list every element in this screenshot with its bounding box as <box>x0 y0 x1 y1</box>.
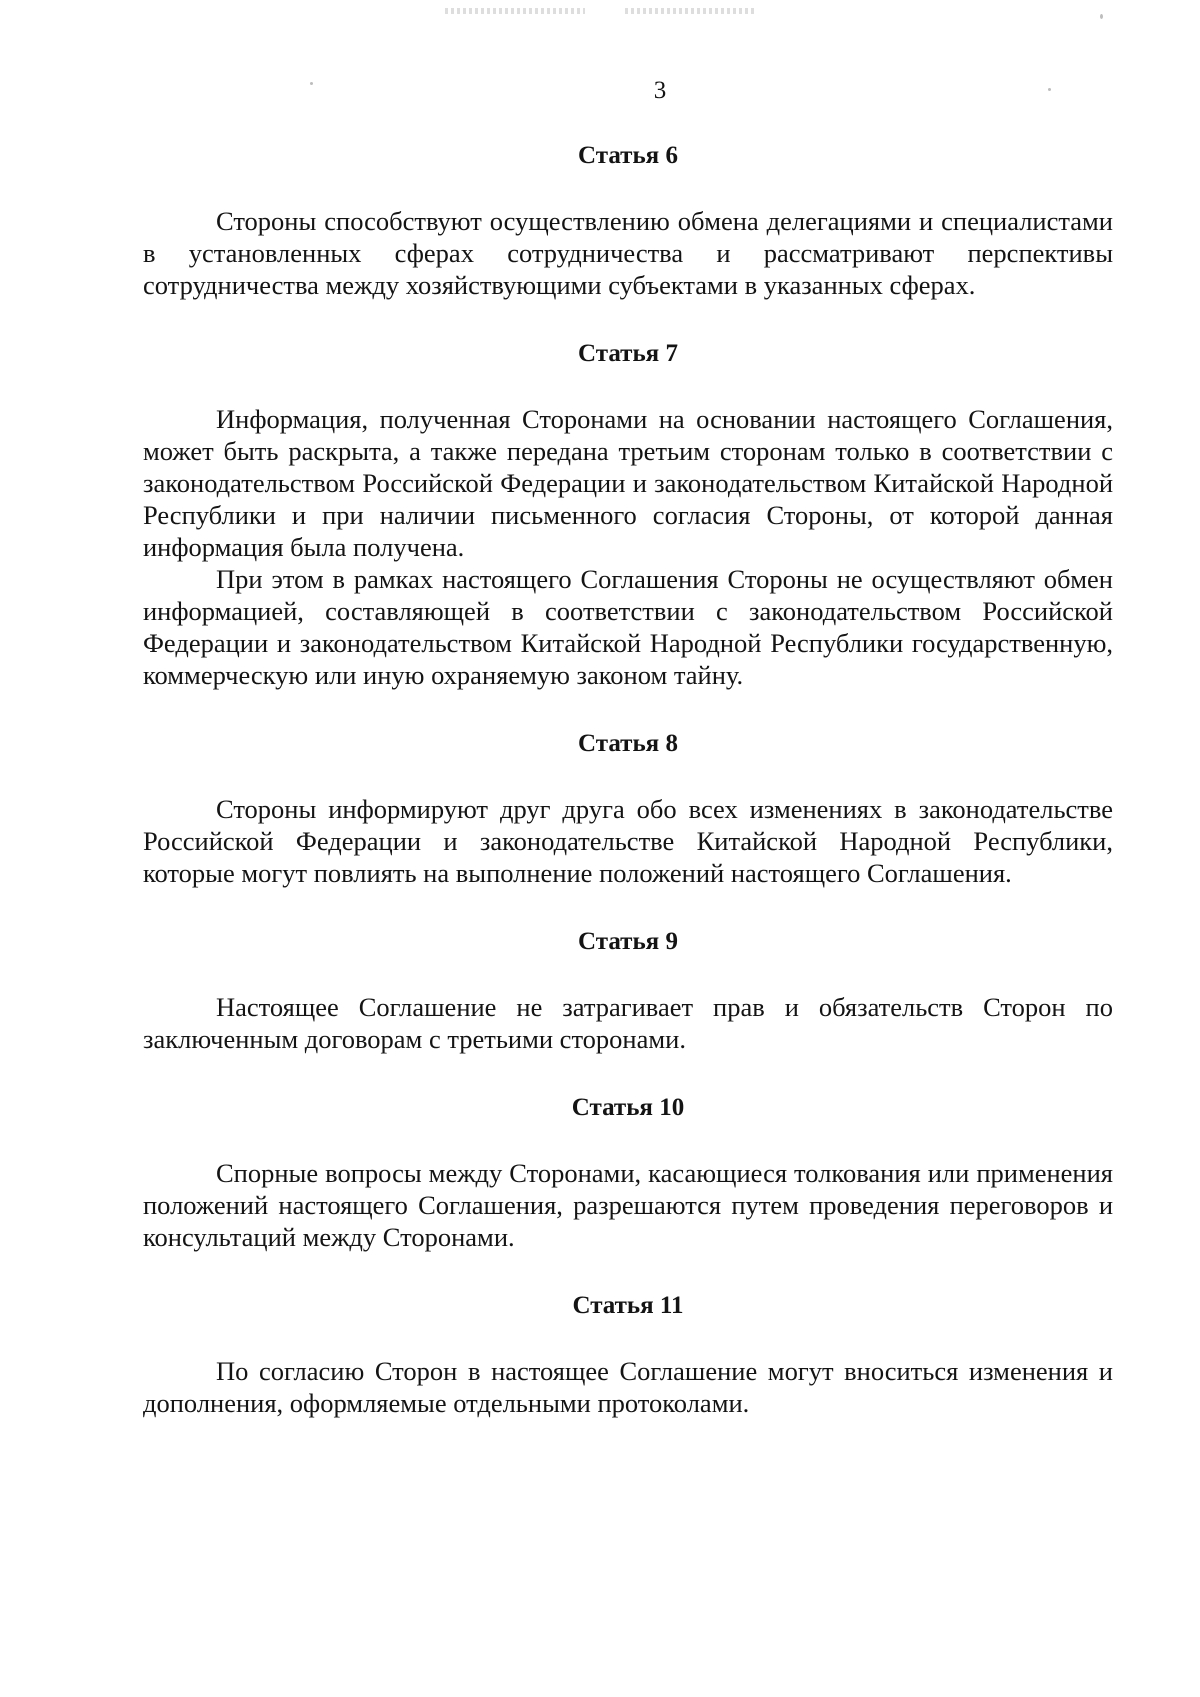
article-heading: Статья 9 <box>578 928 678 955</box>
page-number: 3 <box>653 77 667 104</box>
article-paragraph: При этом в рамках настоящего Соглашения Стороны не осуществляют обмен информацией, составляющей в соответствии с законодательством Российской Федерации и законодательством Китайской Народной Республики государственную, коммерческую или иную охраняемую законом тайну. <box>143 564 1113 690</box>
article-paragraph: Стороны способствуют осуществлению обмена делегациями и специалистами в установленных сферах сотрудничества и рассматривают перспективы сотрудничества между хозяйствующими субъектами в указанных сферах. <box>143 206 1113 300</box>
scan-artifact <box>310 82 313 85</box>
article-paragraph: Настоящее Соглашение не затрагивает прав и обязательств Сторон по заключенным договорам с третьими сторонами. <box>143 992 1113 1054</box>
article-heading: Статья 10 <box>571 1094 685 1121</box>
article-heading: Статья 6 <box>578 142 678 169</box>
document-body <box>143 140 1113 1419</box>
article-8 <box>143 728 1113 889</box>
article-paragraph: По согласию Сторон в настоящее Соглашение могут вноситься изменения и дополнения, оформляемые отдельными протоколами. <box>143 1356 1113 1418</box>
scan-artifact <box>625 8 755 14</box>
article-paragraph: Спорные вопросы между Сторонами, касающиеся толкования или применения положений настоящего Соглашения, разрешаются путем проведения переговоров и консультаций между Сторонами. <box>143 1158 1113 1252</box>
article-11 <box>143 1290 1113 1419</box>
article-heading: Статья 8 <box>578 730 678 757</box>
article-heading: Статья 11 <box>572 1292 684 1319</box>
scan-artifact <box>1100 14 1103 19</box>
scan-artifact <box>1048 88 1051 91</box>
article-paragraph: Стороны информируют друг друга обо всех изменениях в законодательстве Российской Федерации и законодательстве Китайской Народной Республики, которые могут повлиять на выполнение положений настоящего Соглашения. <box>143 794 1113 888</box>
article-10 <box>143 1092 1113 1253</box>
article-heading: Статья 7 <box>578 340 678 367</box>
scan-artifact <box>445 8 585 14</box>
article-9 <box>143 926 1113 1055</box>
article-6 <box>143 140 1113 301</box>
article-7 <box>143 338 1113 691</box>
article-paragraph: Информация, полученная Сторонами на основании настоящего Соглашения, может быть раскрыта, а также передана третьим сторонам только в соответствии с законодательством Российской Федерации и законодательством Китайской Народной Республики и при наличии письменного согласия Стороны, от которой данная информация была получена. <box>143 404 1113 562</box>
